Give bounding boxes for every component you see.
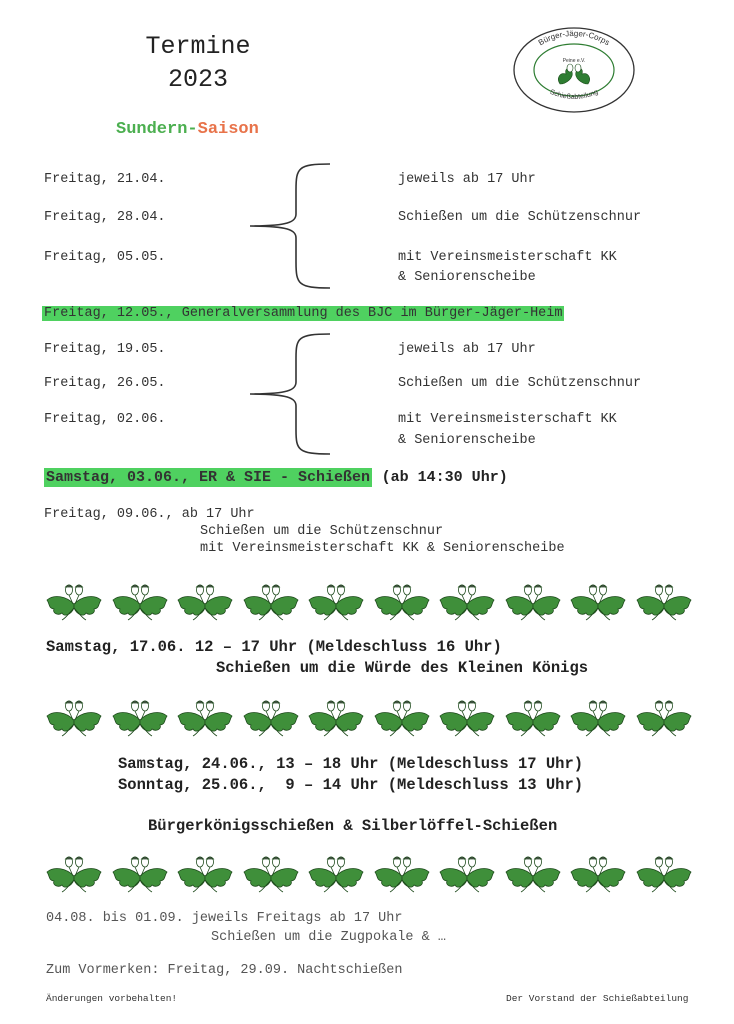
oak-leaf-acorn-icon — [372, 694, 432, 738]
highlight-er-sie: Samstag, 03.06., ER & SIE - Schießen (ab 14:30 Uhr) — [46, 469, 508, 486]
oak-leaf-acorn-icon — [437, 850, 497, 894]
footer-signature: Der Vorstand der Schießabteilung — [506, 993, 689, 1004]
svg-text:Schießabteilung: Schießabteilung — [548, 88, 600, 101]
oak-leaf-acorn-icon — [634, 850, 694, 894]
oak-leaf-border — [44, 850, 694, 894]
info-line: Schießen um die Schützenschnur — [398, 376, 642, 391]
oak-leaf-acorn-icon — [503, 850, 563, 894]
zugpokale-info: Schießen um die Zugpokale & … — [211, 930, 446, 945]
oak-leaf-acorn-icon — [44, 694, 104, 738]
footer-disclaimer: Änderungen vorbehalten! — [46, 993, 178, 1004]
oak-leaf-acorn-icon — [241, 850, 301, 894]
oak-leaf-acorn-icon — [241, 578, 301, 622]
oak-leaf-acorn-icon — [437, 578, 497, 622]
oak-leaf-acorn-icon — [44, 850, 104, 894]
info-line: Schießen um die Schützenschnur — [200, 524, 444, 539]
oak-leaf-acorn-icon — [175, 694, 235, 738]
info-line: & Seniorenscheibe — [398, 433, 536, 448]
event-buerger-sunday: Sonntag, 25.06., 9 – 14 Uhr (Meldeschluss 13 Uhr) — [118, 776, 584, 794]
season-heading: Sundern-Saison — [116, 120, 259, 139]
oak-leaf-acorn-icon — [634, 694, 694, 738]
highlight-general-assembly: Freitag, 12.05., Generalversammlung des BJC im Bürger-Jäger-Heim — [44, 306, 563, 321]
club-seal-logo — [512, 26, 636, 114]
oak-leaf-acorn-icon — [44, 578, 104, 622]
info-line: mit Vereinsmeisterschaft KK & Seniorenscheibe — [200, 541, 565, 556]
oak-leaf-acorn-icon — [306, 578, 366, 622]
oak-leaf-acorn-icon — [175, 850, 235, 894]
date-line: Freitag, 05.05. — [44, 250, 166, 265]
oak-leaf-acorn-icon — [110, 850, 170, 894]
oak-leaf-acorn-icon — [110, 578, 170, 622]
date-line: Freitag, 28.04. — [44, 210, 166, 225]
event-buerger-title: Bürgerkönigsschießen & Silberlöffel-Schießen — [148, 817, 558, 835]
oak-leaf-acorn-icon — [110, 694, 170, 738]
oak-leaf-border — [44, 694, 694, 738]
info-line: & Seniorenscheibe — [398, 270, 536, 285]
info-line: mit Vereinsmeisterschaft KK — [398, 250, 617, 265]
oak-leaf-acorn-icon — [503, 694, 563, 738]
curly-brace-icon — [248, 330, 334, 458]
zugpokale-dates: 04.08. bis 01.09. jeweils Freitags ab 17 Uhr — [46, 911, 403, 926]
event-king-title: Schießen um die Würde des Kleinen Königs — [216, 659, 589, 677]
oak-leaf-acorn-icon — [568, 694, 628, 738]
oak-leaf-acorn-icon — [175, 578, 235, 622]
oak-leaf-acorn-icon — [372, 850, 432, 894]
date-line: Freitag, 09.06., ab 17 Uhr — [44, 507, 255, 522]
oak-leaf-acorn-icon — [306, 850, 366, 894]
oak-leaf-acorn-icon — [241, 694, 301, 738]
date-line: Freitag, 19.05. — [44, 342, 166, 357]
date-line: Freitag, 02.06. — [44, 412, 166, 427]
oak-leaf-acorn-icon — [372, 578, 432, 622]
event-king-date: Samstag, 17.06. 12 – 17 Uhr (Meldeschluss 16 Uhr) — [46, 638, 502, 656]
oak-leaf-acorn-icon — [503, 578, 563, 622]
oak-leaf-acorn-icon — [634, 578, 694, 622]
oak-leaf-acorn-icon — [568, 578, 628, 622]
page-title: Termine 2023 — [145, 32, 251, 94]
info-line: Schießen um die Schützenschnur — [398, 210, 642, 225]
event-buerger-saturday: Samstag, 24.06., 13 – 18 Uhr (Meldeschluss 17 Uhr) — [118, 755, 584, 773]
svg-text:Bürger-Jäger-Corps: Bürger-Jäger-Corps — [536, 28, 612, 48]
svg-text:Peine e.V.: Peine e.V. — [562, 58, 586, 64]
curly-brace-icon — [248, 160, 334, 292]
save-the-date: Zum Vormerken: Freitag, 29.09. Nachtschießen — [46, 963, 403, 978]
info-line: jeweils ab 17 Uhr — [398, 172, 536, 187]
oak-leaf-acorn-icon — [437, 694, 497, 738]
info-line: mit Vereinsmeisterschaft KK — [398, 412, 617, 427]
oak-leaf-border — [44, 578, 694, 622]
date-line: Freitag, 21.04. — [44, 172, 166, 187]
date-line: Freitag, 26.05. — [44, 376, 166, 391]
info-line: jeweils ab 17 Uhr — [398, 342, 536, 357]
oak-leaf-acorn-icon — [568, 850, 628, 894]
oak-leaf-acorn-icon — [306, 694, 366, 738]
